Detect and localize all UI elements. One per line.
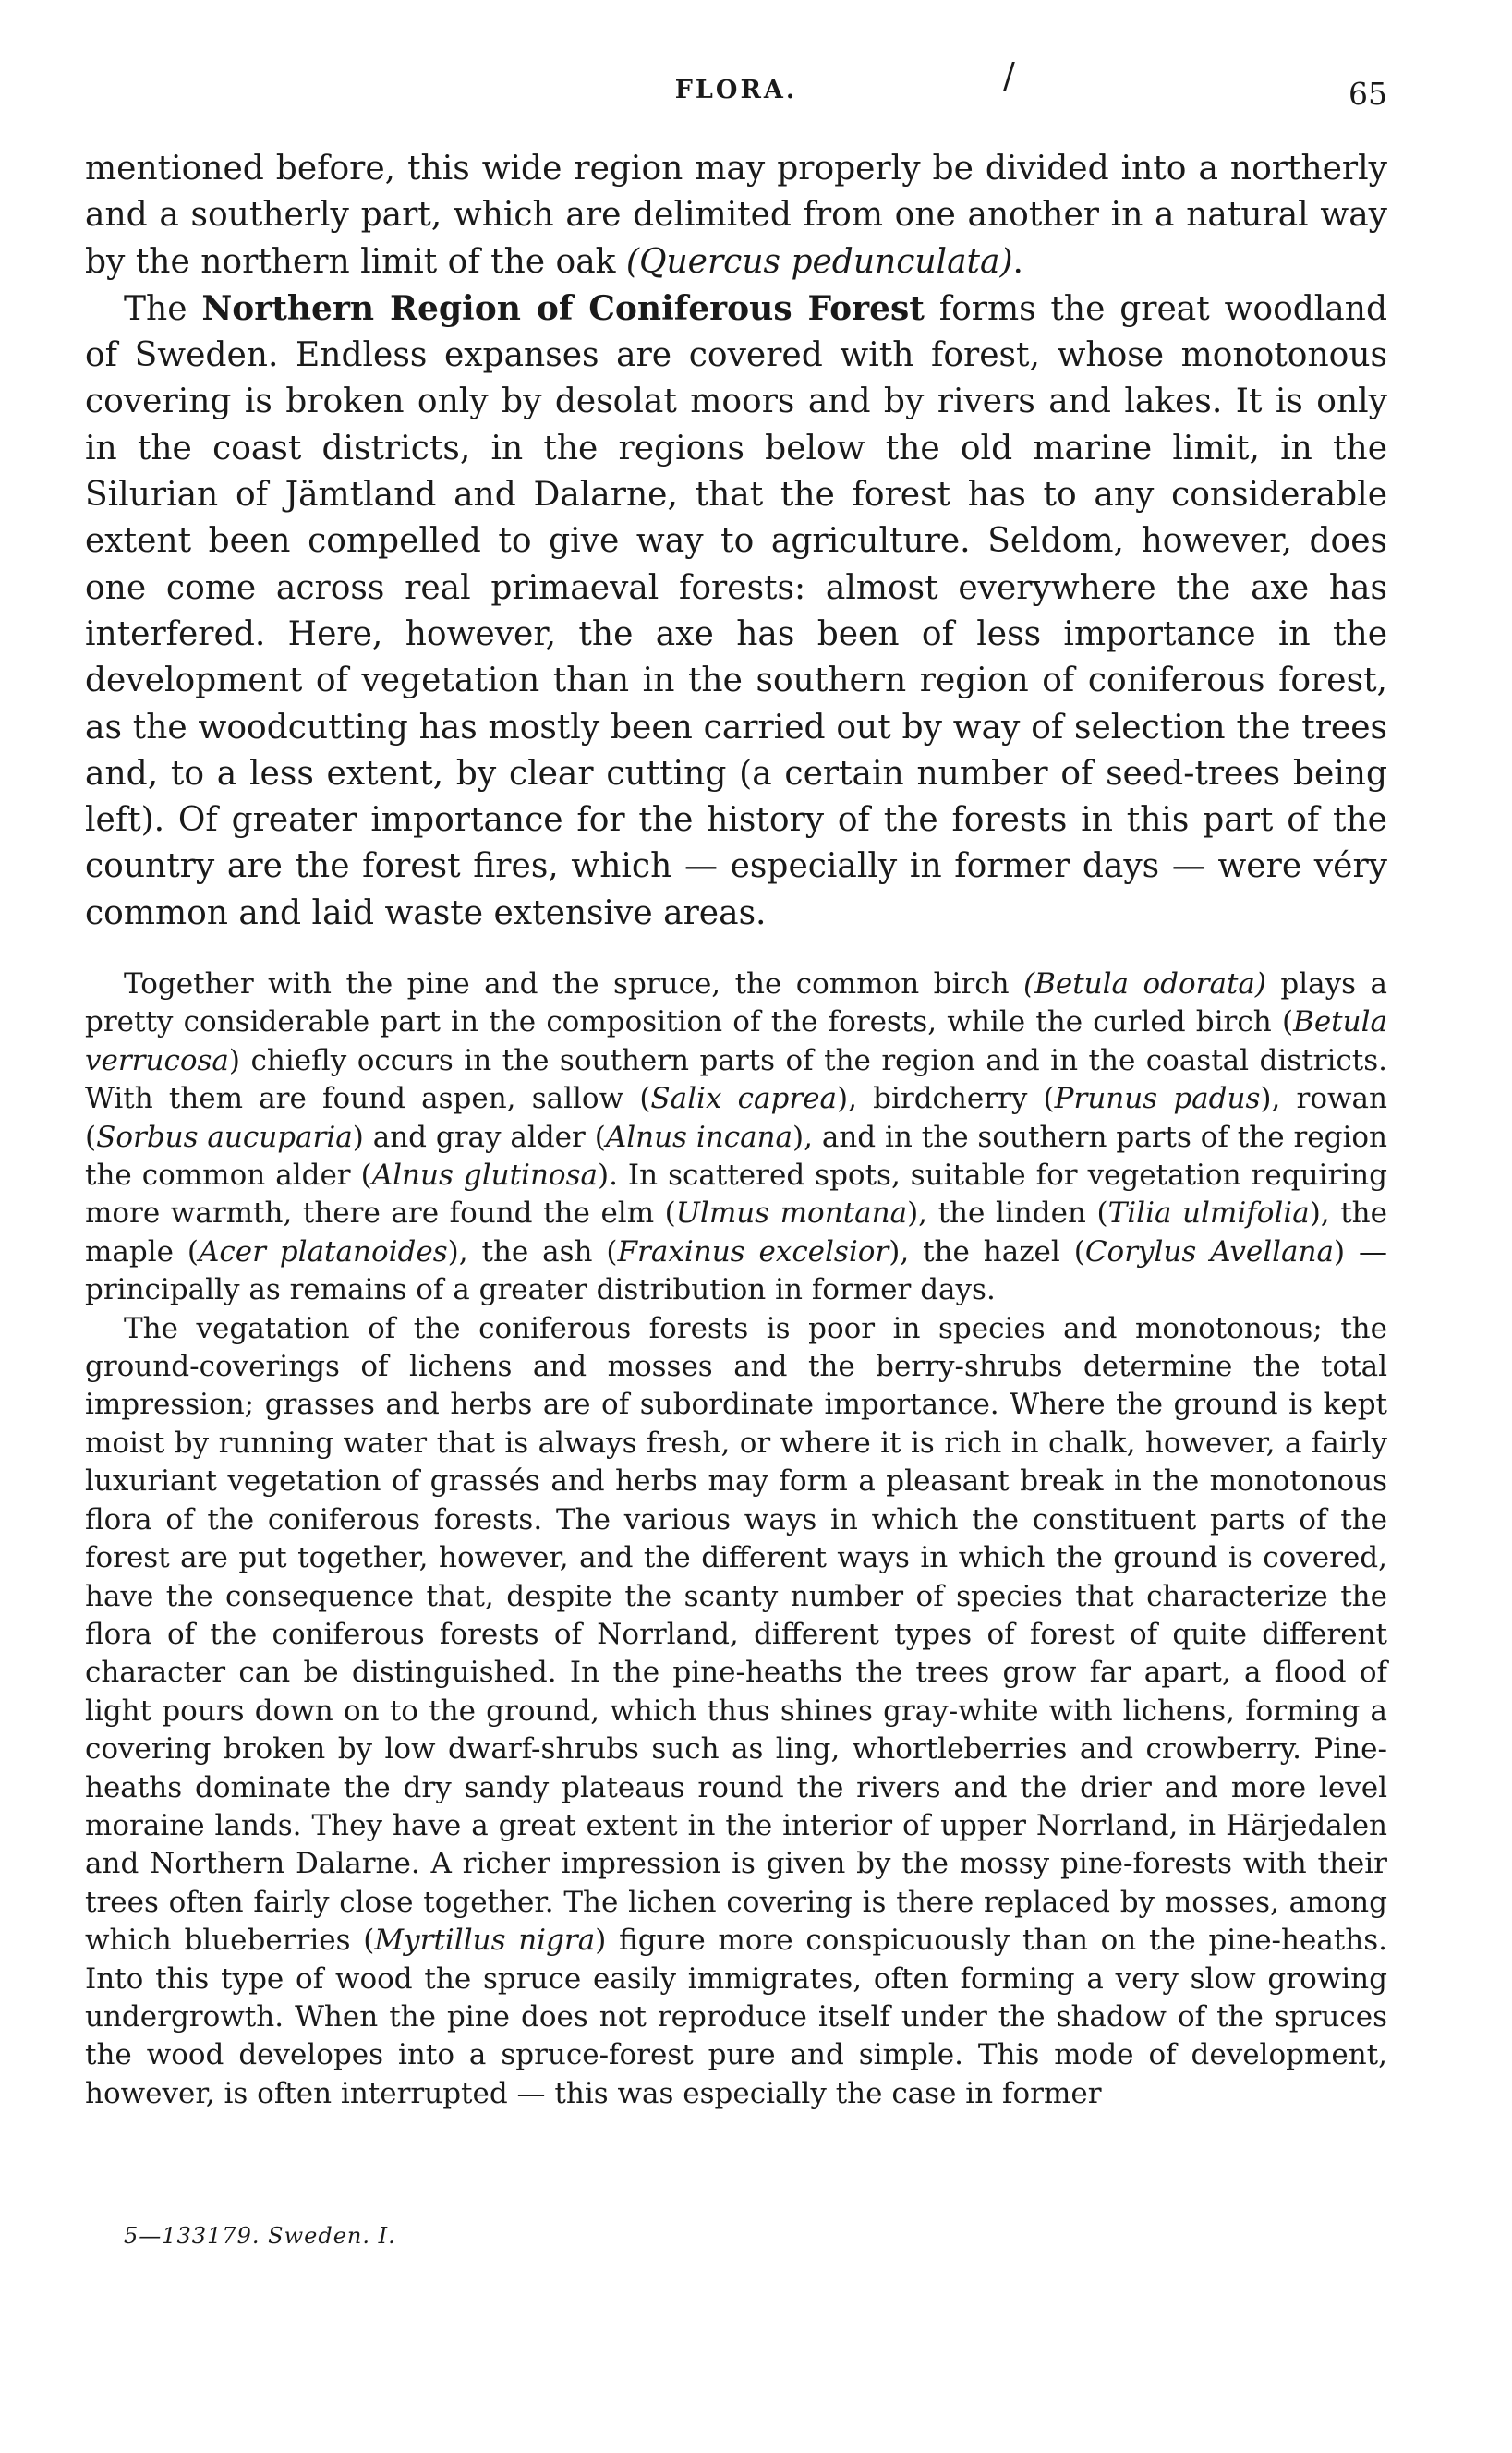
- paragraph-tree-species: Together with the pine and the spruce, the common birch (Betula odorata) plays a pretty considerable part in the composition of the forests, while the curled birch (Betula verrucosa) chiefly occurs in the southern parts of the region and in the coastal districts. With them are found aspen, sallow (Salix caprea), birdcherry (Prunus padus), rowan (Sorbus aucuparia) and gray alder (Alnus incana), and in the southern parts of the region the common alder (Alnus glutinosa). In scattered spots, suitable for vegetation requiring more warmth, there are found the elm (Ulmus montana), the linden (Tilia ulmifolia), the maple (Acer platanoides), the ash (Fraxinus excelsior), the hazel (Corylus Avellana) — principally as remains of a greater distribution in former days.: [85, 967, 1388, 1307]
- signature-mark: 5—133179. Sweden. I.: [124, 2223, 396, 2249]
- species-name: (Quercus pedunculata): [625, 242, 1013, 281]
- paragraph-northern-region: The Northern Region of Coniferous Forest forms the great woodland of Sweden. Endless expanses are covered with forest, whose monotonous covering is broken only by desolat moors and by rivers and lakes. It is only in the coast districts, in the regions below the old marine limit, in the Silurian of Jämtland and Dalarne, that the forest has to any considerable extent been compelled to give way to agriculture. Seldom, however, does one come across real primaeval forests: almost everywhere the axe has interfered. Here, however, the axe has been of less importance in the development of vegetation than in the southern region of coniferous forest, as the woodcutting has mostly been carried out by way of selection the trees and, to a less extent, by clear cutting (a certain number of seed-trees being left). Of greater importance for the history of the forests in this part of the country are the forest fires, which — especially in former days — were véry common and laid waste extensive areas.: [85, 288, 1387, 932]
- main-text-block: [85, 146, 1387, 937]
- running-head: [85, 55, 1387, 122]
- page-number: 65: [1349, 76, 1387, 112]
- small-text-block: [85, 965, 1387, 2113]
- running-head-title: FLORA.: [674, 76, 798, 104]
- paragraph-vegetation: The vegatation of the coniferous forests is poor in species and monotonous; the ground-coverings of lichens and mosses and the berry-shrubs determine the total impression; grasses and herbs are of subordinate importance. Where the ground is kept moist by running water that is always fresh, or where it is rich in chalk, however, a fairly luxuriant vegetation of grassés and herbs may form a pleasant break in the monotonous flora of the coniferous forests. The various ways in which the constituent parts of the forest are put together, however, and the different ways in which the ground is covered, have the consequence that, despite the scanty number of species that characterize the flora of the coniferous forests of Norrland, different types of forest of quite different character can be distinguished. In the pine-heaths the trees grow far apart, a flood of light pours down on to the ground, which thus shines gray-white with lichens, forming a covering broken by low dwarf-shrubs such as ling, whortleberries and crowberry. Pine-heaths dominate the dry sandy plateaus round the rivers and the drier and more level moraine lands. They have a great extent in the interior of upper Norrland, in Härjedalen and Northern Dalarne. A richer impression is given by the mossy pine-forests with their trees often fairly close together. The lichen covering is there replaced by mosses, among which blueberries (Myrtillus nigra) figure more conspicuously than on the pine-heaths. Into this type of wood the spruce easily immigrates, often forming a very slow growing undergrowth. When the pine does not reproduce itself under the shadow of the spruces the wood developes into a spruce-forest pure and simple. This mode of development, however, is often interrupted — this was especially the case in former: [85, 1311, 1387, 2110]
- section-heading-inline: Northern Region of Coniferous Forest: [201, 288, 925, 328]
- pencil-mark: /: [1003, 55, 1015, 96]
- paragraph-intro: mentioned before, this wide region may properly be divided into a northerly and a southerly part, which are delimited from one another in a natural way by the northern limit of the oak (Quercus pedunculata).: [85, 150, 1387, 281]
